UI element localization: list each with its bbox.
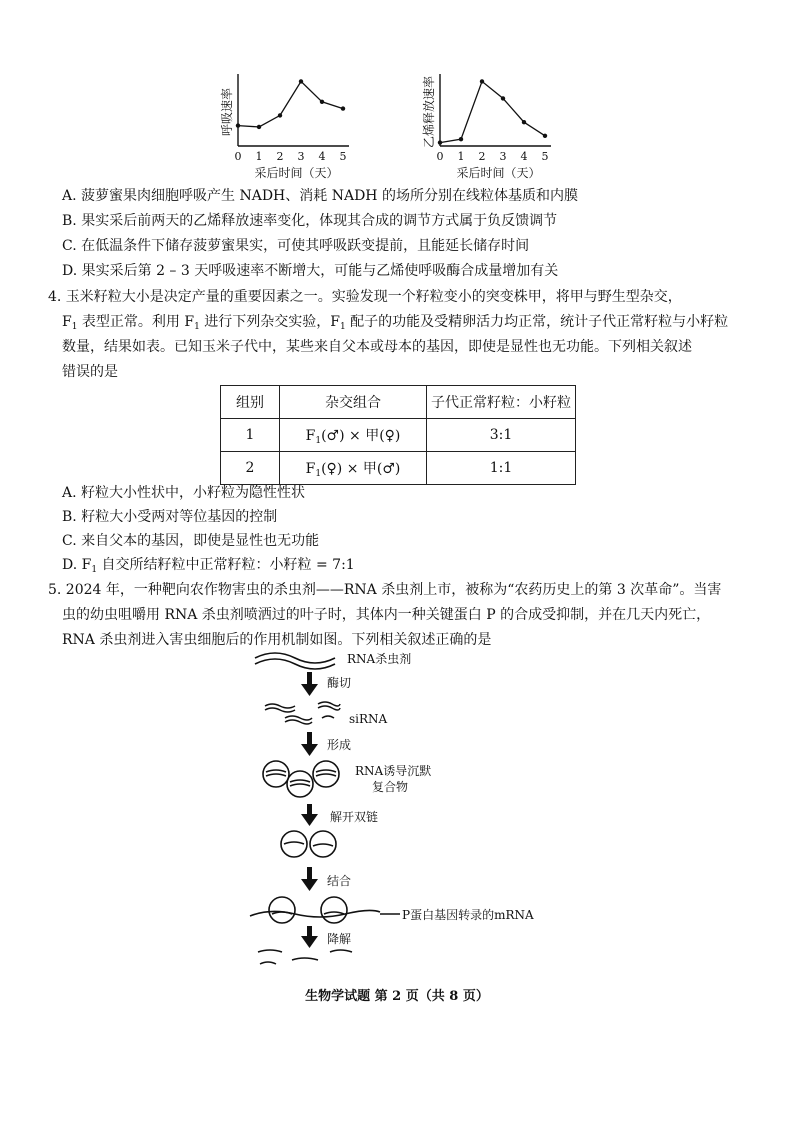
respiration-point <box>257 125 261 129</box>
q4-option-c: C. 来自父本的基因，即使是显性也无功能 <box>62 533 320 549</box>
f-subscript: 1 <box>91 565 98 575</box>
ethylene-tick-label: 0 <box>436 150 444 163</box>
sirna-fragments <box>265 702 340 724</box>
q5-stem-line2: 虫的幼虫咀嚼用 RNA 杀虫剂喷洒过的叶子时，其体内一种关键蛋白 P 的合成受抑制，并在几天内死亡， <box>62 607 711 623</box>
table-header: 子代正常籽粒：小籽粒 <box>427 386 576 419</box>
respiration-tick-label: 2 <box>276 150 284 163</box>
rnai-mechanism-diagram <box>240 648 540 978</box>
ethylene-tick-label: 4 <box>520 150 528 163</box>
q4-stem-line2-part: 配子的功能及受精卵活力均正常，统计子代正常籽粒与小籽粒 <box>345 314 729 330</box>
table-row <box>221 419 576 452</box>
respiration-point <box>236 123 240 127</box>
respiration-chart-svg <box>218 70 368 180</box>
label-step-unwind: 解开双链 <box>330 810 379 824</box>
respiration-tick-label: 5 <box>339 150 347 163</box>
cross-rest: (♂) × 甲(♀) <box>321 427 401 444</box>
respiration-tick-label: 4 <box>318 150 326 163</box>
respiration-point <box>341 106 345 110</box>
respiration-point <box>299 79 303 83</box>
ethylene-xlabel: 采后时间（天） <box>456 166 541 180</box>
ethylene-point <box>543 134 547 138</box>
down-arrow-icon <box>301 672 318 696</box>
degraded-fragments <box>258 950 352 964</box>
table-header: 组别 <box>221 386 280 419</box>
ethylene-chart-svg <box>418 70 588 180</box>
q4-stem-line4: 错误的是 <box>62 364 118 380</box>
label-risc-line2: 复合物 <box>372 780 409 794</box>
q4-option-d-part: 自交所结籽粒中正常籽粒：小籽粒 = 7:1 <box>97 557 355 573</box>
q4-stem-line2-part: 表型正常。利用 F <box>77 314 195 330</box>
f-subscript: 1 <box>339 322 346 332</box>
down-arrow-icon <box>301 732 318 756</box>
f-subscript: 1 <box>71 322 78 332</box>
ethylene-point <box>522 120 526 124</box>
f-symbol: F <box>62 314 72 330</box>
label-rna-insecticide: RNA杀虫剂 <box>347 652 412 666</box>
respiration-chart <box>218 70 368 180</box>
q4-stem-line2 <box>62 312 728 337</box>
respiration-tick-label: 1 <box>255 150 263 163</box>
cross-results-table <box>220 385 576 485</box>
ethylene-tick-label: 5 <box>541 150 549 163</box>
ethylene-point <box>501 96 505 100</box>
ethylene-tick-label: 1 <box>457 150 465 163</box>
label-step-form: 形成 <box>327 738 352 752</box>
q4-option-a: A. 籽粒大小性状中，小籽粒为隐性性状 <box>62 485 306 501</box>
dsrna-strands <box>255 653 335 669</box>
ethylene-tick-label: 3 <box>499 150 507 163</box>
ethylene-point <box>459 137 463 141</box>
label-step-cut: 酶切 <box>327 676 352 690</box>
q4-stem-line2-part: 进行下列杂交实验，F <box>199 314 340 330</box>
label-step-degrade: 降解 <box>327 932 352 946</box>
table-cell-cross <box>280 452 427 485</box>
q3-option-a: A. 菠萝蜜果肉细胞呼吸产生 NADH、消耗 NADH 的场所分别在线粒体基质和内膜 <box>62 188 578 204</box>
down-arrow-icon <box>301 926 318 948</box>
respiration-tick-label: 3 <box>297 150 305 163</box>
ethylene-ylabel: 乙烯释放速率 <box>422 75 436 149</box>
q4-stem-line3: 数量，结果如表。已知玉米子代中，某些来自父本或母本的基因，即使是显性也无功能。下列相关叙述 <box>62 339 692 355</box>
ethylene-point <box>438 140 442 144</box>
respiration-ylabel: 呼吸速率 <box>220 87 234 137</box>
q5-stem-line3: RNA 杀虫剂进入害虫细胞后的作用机制如图。下列相关叙述正确的是 <box>62 632 492 648</box>
ethylene-tick-label: 2 <box>478 150 486 163</box>
respiration-point <box>278 113 282 117</box>
q4-stem-line1: 4. 玉米籽粒大小是决定产量的重要因素之一。实验发现一个籽粒变小的突变株甲，将甲与野生型杂交， <box>48 289 682 305</box>
unwound-complexes <box>281 831 336 857</box>
q3-option-d: D. 果实采后第 2 – 3 天呼吸速率不断增大，可能与乙烯使呼吸酶合成量增加有关 <box>62 263 559 279</box>
table-cell-group: 1 <box>221 419 280 452</box>
page-footer: 生物学试题 第 2 页（共 8 页） <box>305 989 489 1004</box>
q3-option-c: C. 在低温条件下储存菠萝蜜果实，可使其呼吸跃变提前，且能延长储存时间 <box>62 238 530 254</box>
f-subscript: 1 <box>194 322 200 332</box>
label-mrna: P蛋白基因转录的mRNA <box>402 908 534 922</box>
table-cell-ratio: 1:1 <box>427 452 576 485</box>
q4-option-d <box>62 555 355 580</box>
respiration-series-line <box>238 81 343 127</box>
ethylene-series-line <box>440 81 545 142</box>
q4-option-b: B. 籽粒大小受两对等位基因的控制 <box>62 509 278 525</box>
table-header: 杂交组合 <box>280 386 427 419</box>
down-arrow-icon <box>301 867 318 891</box>
ethylene-point <box>480 79 484 83</box>
respiration-tick-label: 0 <box>234 150 242 163</box>
table-cell-cross <box>280 419 427 452</box>
mrna-binding <box>250 897 400 923</box>
q3-option-b: B. 果实采后前两天的乙烯释放速率变化，体现其合成的调节方式属于负反馈调节 <box>62 213 558 229</box>
f-subscript: 1 <box>315 468 322 479</box>
cross-f: F <box>305 427 316 444</box>
label-step-bind: 结合 <box>327 874 352 888</box>
respiration-xlabel: 采后时间（天） <box>254 166 339 180</box>
label-risc-line1: RNA诱导沉默 <box>355 764 432 778</box>
risc-complexes <box>263 761 339 797</box>
down-arrow-icon <box>301 804 318 826</box>
cross-f: F <box>305 460 316 477</box>
q4-option-d-part: D. F <box>62 557 92 573</box>
respiration-point <box>320 100 324 104</box>
table-cell-group: 2 <box>221 452 280 485</box>
ethylene-chart <box>418 70 588 180</box>
label-sirna: siRNA <box>349 712 388 726</box>
q5-stem-line1: 5. 2024 年，一种靶向农作物害虫的杀虫剂——RNA 杀虫剂上市，被称为“农药历史上的第 3 次革命”。当害 <box>48 582 722 598</box>
table-header-row <box>221 386 576 419</box>
table-cell-ratio: 3:1 <box>427 419 576 452</box>
table-row <box>221 452 576 485</box>
cross-rest: (♀) × 甲(♂) <box>321 460 401 477</box>
f-subscript: 1 <box>315 435 322 446</box>
